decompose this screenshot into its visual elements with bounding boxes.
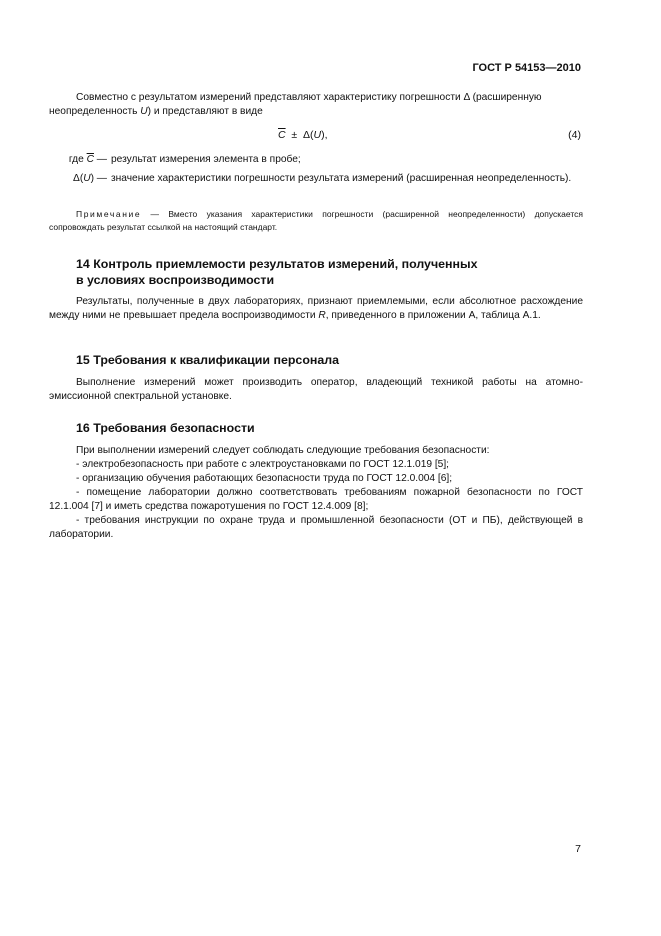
- section15-text: Выполнение измерений может производить оператор, владеющий техникой работы на атомно-эмиссионной спектральной установке.: [49, 377, 583, 403]
- definition-label-c: [45, 153, 107, 167]
- note-text: — Вместо указания характеристики погрешности (расширенной неопределенности) допускается сопровождать результат ссылкой на настоящий стандарт.: [49, 209, 583, 232]
- section14-heading: [76, 257, 576, 288]
- standard-header: ГОСТ Р 54153—2010: [472, 62, 581, 74]
- formula-rest-b: ),: [321, 129, 328, 141]
- intro-line2-u: U: [140, 106, 148, 118]
- definition-text-u: значение характеристики погрешности результата измерений (расширенная неопределенность).: [111, 173, 572, 184]
- section14-heading-line2: в условиях воспроизводимости: [76, 272, 275, 287]
- definition-label-u: [45, 172, 107, 186]
- definition-dash: —: [93, 154, 107, 165]
- intro-line2-a: неопределенность: [49, 106, 141, 118]
- formula: [278, 128, 328, 142]
- section15-heading: 15 Требования к квалификации персонала: [76, 353, 340, 367]
- page-number: 7: [575, 843, 581, 855]
- section14-text: [49, 295, 583, 324]
- intro-paragraph: [49, 91, 583, 120]
- section16-item: - требования инструкции по охране труда и промышленной безопасности (ОТ и ПБ), действующей в лаборатории.: [49, 515, 583, 541]
- section16-item: - помещение лаборатории должно соответствовать требованиям пожарной безопасности по ГОСТ 12.1.004 [7] и иметь средства пожаротушения по ГОСТ 12.4.009 [8];: [49, 487, 583, 513]
- formula-rest-a: ± Δ(: [285, 129, 314, 141]
- formula-c: $\overline{C}$: [278, 129, 286, 141]
- section14-text-b: , приведенного в приложении А, таблица А.1.: [325, 310, 541, 322]
- note: [49, 208, 583, 233]
- section14-text-r: R: [318, 310, 326, 322]
- section16-item: - электробезопасность при работе с электроустановками по ГОСТ 12.1.019 [5];: [76, 459, 450, 470]
- definition-prefix: Δ(: [73, 173, 84, 184]
- definition-suffix: ) —: [90, 173, 107, 184]
- section16-item: - организацию обучения работающих безопасности труда по ГОСТ 12.0.004 [6];: [76, 473, 453, 484]
- section14-heading-line1: 14 Контроль приемлемости результатов измерений, полученных: [76, 257, 478, 271]
- formula-number: (4): [568, 129, 581, 141]
- definition-text-c: результат измерения элемента в пробе;: [111, 154, 301, 165]
- formula-u: U: [313, 129, 322, 141]
- intro-line2-b: ) и представляют в виде: [147, 106, 263, 118]
- definition-symbol-c: $\overline{C}$: [86, 154, 94, 165]
- section16-intro: При выполнении измерений следует соблюдать следующие требования безопасности:: [76, 445, 490, 456]
- definition-symbol-u: U: [83, 173, 91, 184]
- section16-heading: 16 Требования безопасности: [76, 421, 255, 435]
- section14-text-a: Результаты, полученные в двух лабораториях, признают приемлемыми, если абсолютное расхождение между ними не превышает предела воспроизводимости: [49, 296, 583, 322]
- definition-prefix: где: [68, 154, 87, 165]
- note-label: Примечание: [76, 209, 142, 219]
- intro-line1: Совместно с результатом измерений представляют характеристику погрешности Δ (расширенную: [76, 92, 542, 103]
